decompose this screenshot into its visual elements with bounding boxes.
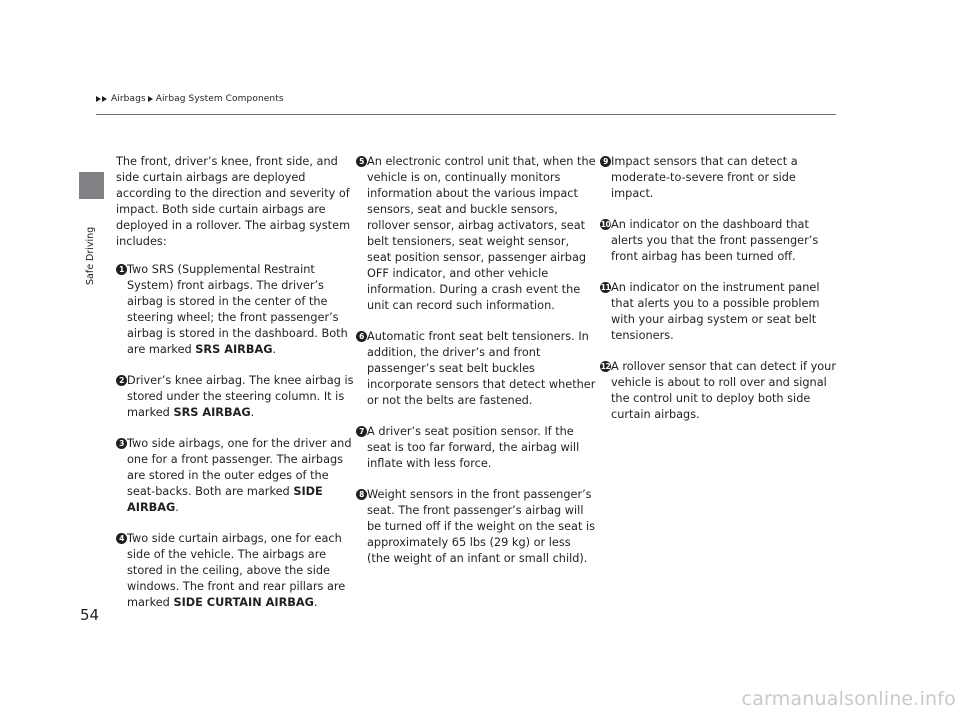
breadcrumb-item-components[interactable]: Airbag System Components xyxy=(155,94,284,104)
number-1-icon: 1 xyxy=(116,264,127,275)
item-text: Impact sensors that can detect a moderate-to-severe front or side impact. xyxy=(611,155,798,200)
watermark: carmanualsonline.info xyxy=(741,688,956,710)
list-item xyxy=(600,280,840,344)
section-tab-marker xyxy=(79,172,104,199)
item-text: Two SRS (Supplemental Restraint System) front airbags. The driver’s airbag is stored in the center of the steering wheel; the front passenger’s airbag is stored in the dashboard. Both are marked xyxy=(127,263,348,356)
text-column-3 xyxy=(600,154,840,438)
item-text: Weight sensors in the front passenger’s seat. The front passenger’s airbag will be turned off if the weight on the seat is approximately 65 lbs (29 kg) or less (the weight of an infant or small child). xyxy=(367,488,596,565)
breadcrumb xyxy=(96,94,284,104)
number-2-icon: 2 xyxy=(116,375,127,386)
item-bold-label: SIDE AIRBAG xyxy=(127,485,323,514)
list-item xyxy=(600,359,840,423)
item-punct: . xyxy=(175,501,179,514)
number-5-icon: 5 xyxy=(356,156,367,167)
number-11-icon: 11 xyxy=(600,283,611,292)
item-text: An electronic control unit that, when the vehicle is on, continually monitors information about the various impact sensors, seat and buckle sensors, rollover sensor, airbag activators, seat belt tensioners, seat weight sensor, seat position sensor, passenger airbag OFF indicator, and other vehicle information. During a crash event the unit can record such information. xyxy=(367,155,596,312)
list-item xyxy=(116,262,354,358)
item-punct: . xyxy=(272,343,277,356)
list-item xyxy=(116,436,354,516)
list-item xyxy=(356,487,596,567)
text-column-2 xyxy=(356,154,596,582)
number-4-icon: 4 xyxy=(116,533,127,544)
item-text: A driver’s seat position sensor. If the seat is too far forward, the airbag will inflate with less force. xyxy=(367,425,580,470)
item-text: Two side airbags, one for the driver and one for a front passenger. The airbags are stored in the outer edges of the seat-backs. Both are marked xyxy=(127,437,352,498)
item-text: An indicator on the dashboard that alerts you that the front passenger’s front airbag has been turned off. xyxy=(611,218,819,263)
list-item xyxy=(600,217,840,265)
list-item xyxy=(356,154,596,314)
item-bold-label: SRS AIRBAG xyxy=(195,343,273,356)
item-text: A rollover sensor that can detect if your vehicle is about to roll over and signal the control unit to deploy both side curtain airbags. xyxy=(611,360,836,421)
breadcrumb-item-airbags[interactable]: Airbags xyxy=(111,94,146,104)
item-bold-label: SRS AIRBAG xyxy=(173,406,251,419)
list-item xyxy=(356,329,596,409)
number-12-icon: 12 xyxy=(600,362,611,371)
list-item xyxy=(600,154,840,202)
item-text: Automatic front seat belt tensioners. In addition, the driver’s and front passenger’s seat belt buckles incorporate sensors that detect whether or not the belts are fastened. xyxy=(367,330,596,407)
number-9-icon: 9 xyxy=(600,156,611,167)
number-10-icon: 10 xyxy=(600,220,611,229)
number-6-icon: 6 xyxy=(356,331,367,342)
item-text: An indicator on the instrument panel that alerts you to a possible problem with your airbag system or seat belt tensioners. xyxy=(611,281,820,342)
list-item xyxy=(116,531,354,611)
header-rule xyxy=(96,114,836,115)
list-item xyxy=(116,373,354,421)
section-label: Safe Driving xyxy=(85,226,96,285)
number-8-icon: 8 xyxy=(356,489,367,500)
list-item xyxy=(356,424,596,472)
number-3-icon: 3 xyxy=(116,438,127,449)
text-column-1 xyxy=(116,154,354,626)
intro-paragraph: The front, driver’s knee, front side, and side curtain airbags are deployed according to the direction and severity of impact. Both side curtain airbags are deployed in a rollover. The airbag system includes: xyxy=(116,155,351,248)
breadcrumb-arrows-icon xyxy=(96,96,108,102)
page-number: 54 xyxy=(80,606,100,624)
item-text: Driver’s knee airbag. The knee airbag is stored under the steering column. It is marked xyxy=(127,374,354,419)
breadcrumb-separator-icon xyxy=(148,96,153,102)
number-7-icon: 7 xyxy=(356,426,367,437)
item-punct: . xyxy=(313,596,318,609)
item-text: Two side curtain airbags, one for each side of the vehicle. The airbags are stored in the ceiling, above the side windows. The front and rear pillars are marked xyxy=(127,532,346,609)
item-bold-label: SIDE CURTAIN AIRBAG xyxy=(173,596,314,609)
item-punct: . xyxy=(250,406,255,419)
